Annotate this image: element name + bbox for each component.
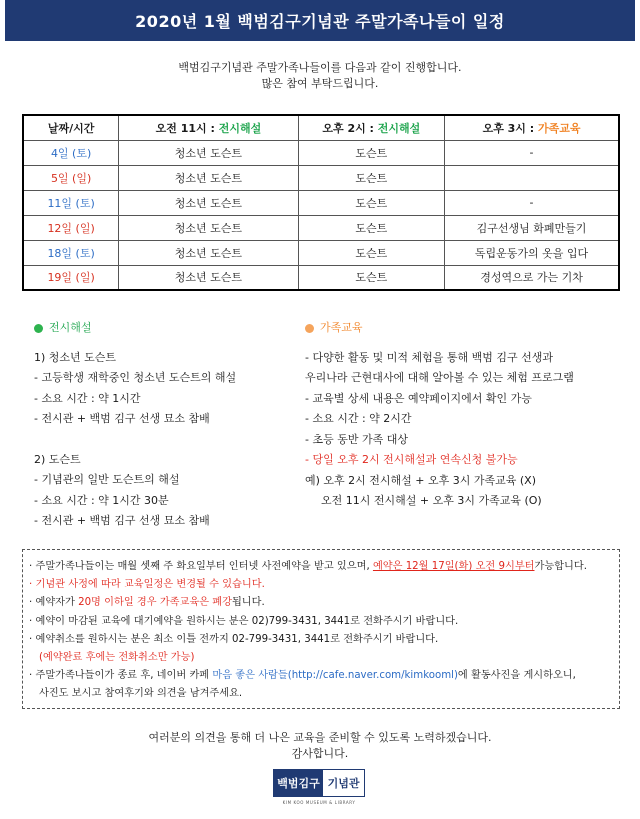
green-bullet-icon	[34, 324, 43, 333]
family-line: 우리나라 근현대사에 대해 알아볼 수 있는 체험 프로그램	[305, 371, 574, 384]
header-am11-time: 오전 11시 :	[155, 121, 219, 135]
closing-line-2: 감사합니다.	[291, 747, 349, 760]
closing-line-1: 여러분의 의견을 통해 더 나은 교육을 준비할 수 있도록 노력하겠습니다.	[148, 731, 492, 744]
header-pm2-time: 오후 2시 :	[322, 121, 378, 135]
row-am11: 청소년 도슨트	[119, 215, 298, 240]
row-pm2: 도슨트	[298, 215, 444, 240]
notice-item: · 예약이 마감된 교육에 대기예약을 원하시는 분은 02)799-3431, 3441로 전화주시기 바랍니다.	[29, 615, 459, 627]
header-pm3-label: 가족교육	[537, 121, 581, 135]
row-date: 12일 (일)	[23, 215, 119, 240]
row-am11: 청소년 도슨트	[119, 190, 298, 215]
family-warning: - 당일 오후 2시 전시해설과 연속신청 불가능	[305, 453, 518, 466]
family-example-2: 오전 11시 전시해설 + 오후 3시 가족교육 (O)	[321, 494, 542, 507]
notice-box	[22, 549, 620, 709]
notice-text: 됩니다.	[231, 597, 265, 609]
schedule-table	[22, 114, 620, 291]
notice-item: 사진도 보시고 참여후기와 의견을 남겨주세요.	[39, 688, 243, 700]
family-heading	[305, 318, 635, 339]
notice-text: 가능합니다.	[534, 561, 587, 572]
row-date: 19일 (일)	[23, 265, 119, 290]
row-am11: 청소년 도슨트	[119, 165, 298, 190]
table-row	[23, 265, 619, 290]
cancel-condition-highlight: 20명 이하일 경우 가족교육은 폐강	[78, 597, 232, 609]
row-pm3: -	[445, 190, 619, 215]
logo-subtitle: KIM KOO MUSEUM & LIBRARY	[282, 800, 356, 805]
exhibit-part1-line: - 소요 시간 : 약 1시간	[34, 391, 141, 405]
page-title: 2020년 1월 백범김구기념관 주말가족나들이 일정	[5, 0, 635, 41]
logo-left-text: 백범김구	[274, 770, 323, 796]
notice-item: (예약완료 후에는 전화취소만 가능)	[39, 652, 195, 664]
table-row	[23, 190, 619, 215]
exhibit-part2-line: - 소요 시간 : 약 1시간 30분	[34, 493, 169, 507]
header-pm2	[298, 115, 444, 140]
intro-line-1: 백범김구기념관 주말가족나들이를 다음과 같이 진행합니다.	[178, 61, 462, 74]
exhibit-section	[34, 318, 324, 532]
table-header-row	[23, 115, 619, 140]
logo-box	[273, 769, 365, 797]
table-row	[23, 165, 619, 190]
exhibit-title: 전시해설	[49, 321, 92, 334]
header-am11-label: 전시해설	[218, 121, 262, 135]
cafe-link[interactable]: 마음 좋은 사람들(http://cafe.naver.com/kimkooml)	[212, 670, 458, 682]
row-pm2: 도슨트	[298, 190, 444, 215]
notice-text: · 예약자가	[29, 597, 79, 609]
table-row	[23, 240, 619, 265]
exhibit-part2-title: 2) 도슨트	[34, 452, 81, 466]
exhibit-part2-line: - 기념관의 일반 도슨트의 해설	[34, 473, 180, 486]
row-pm3: -	[445, 140, 619, 165]
notice-item	[29, 667, 611, 685]
notice-item: · 예약취소를 원하시는 분은 최소 이틀 전까지 02-799-3431, 3441로 전화주시기 바랍니다.	[29, 633, 439, 645]
row-am11: 청소년 도슨트	[119, 140, 298, 165]
family-line: - 초등 동반 가족 대상	[305, 432, 408, 446]
row-pm2: 도슨트	[298, 240, 444, 265]
row-date: 11일 (토)	[23, 190, 119, 215]
header-date: 날짜/시간	[23, 115, 119, 140]
header-am11	[119, 115, 298, 140]
family-line: - 소요 시간 : 약 2시간	[305, 412, 412, 425]
closing-text	[0, 730, 640, 762]
intro-line-2: 많은 참여 부탁드립니다.	[261, 77, 379, 90]
row-pm2: 도슨트	[298, 265, 444, 290]
row-pm3	[445, 165, 619, 190]
header-pm3-time: 오후 3시 :	[482, 121, 538, 135]
exhibit-part1-line: - 고등학생 재학중인 청소년 도슨트의 해설	[34, 371, 237, 384]
family-line: - 교육별 상세 내용은 예약페이지에서 확인 가능	[305, 391, 532, 405]
header-pm2-label: 전시해설	[377, 121, 421, 135]
notice-text: · 주말가족나들이는 매월 셋째 주 화요일부터 인터넷 사전예약을 받고 있으며,	[29, 561, 373, 572]
row-pm3: 김구선생님 화폐만들기	[445, 215, 619, 240]
notice-text: 에 활동사진을 게시하오니,	[457, 670, 576, 682]
family-example-1: 예) 오후 2시 전시해설 + 오후 3시 가족교육 (X)	[305, 473, 536, 487]
header-pm3	[445, 115, 619, 140]
exhibit-part1-line: - 전시관 + 백범 김구 선생 묘소 참배	[34, 412, 210, 425]
notice-item	[29, 594, 611, 612]
reservation-date-highlight: 예약은 12월 17일(화) 오전 9시부터	[372, 561, 535, 572]
exhibit-heading	[34, 318, 324, 339]
notice-item: · 기념관 사정에 따라 교육일정은 변경될 수 있습니다.	[29, 579, 265, 591]
family-line: - 다양한 활동 및 미적 체험을 통해 백범 김구 선생과	[305, 350, 553, 364]
family-title: 가족교육	[320, 321, 363, 334]
orange-bullet-icon	[305, 324, 314, 333]
museum-logo	[273, 769, 365, 805]
row-date: 18일 (토)	[23, 240, 119, 265]
row-date: 4일 (토)	[23, 140, 119, 165]
row-am11: 청소년 도슨트	[119, 240, 298, 265]
intro-text	[0, 60, 640, 92]
notice-item	[29, 558, 611, 576]
row-pm3: 독립운동가의 옷을 입다	[445, 240, 619, 265]
row-date: 5일 (일)	[23, 165, 119, 190]
table-row	[23, 140, 619, 165]
family-section	[305, 318, 635, 512]
exhibit-part2-line: - 전시관 + 백범 김구 선생 묘소 참배	[34, 514, 210, 527]
notice-text: · 주말가족나들이가 종료 후, 네이버 카페	[29, 670, 213, 682]
logo-right-text: 기념관	[323, 770, 364, 796]
row-pm2: 도슨트	[298, 140, 444, 165]
table-row	[23, 215, 619, 240]
row-pm3: 경성역으로 가는 기차	[445, 265, 619, 290]
row-am11: 청소년 도슨트	[119, 265, 298, 290]
row-pm2: 도슨트	[298, 165, 444, 190]
exhibit-part1-title: 1) 청소년 도슨트	[34, 350, 117, 364]
